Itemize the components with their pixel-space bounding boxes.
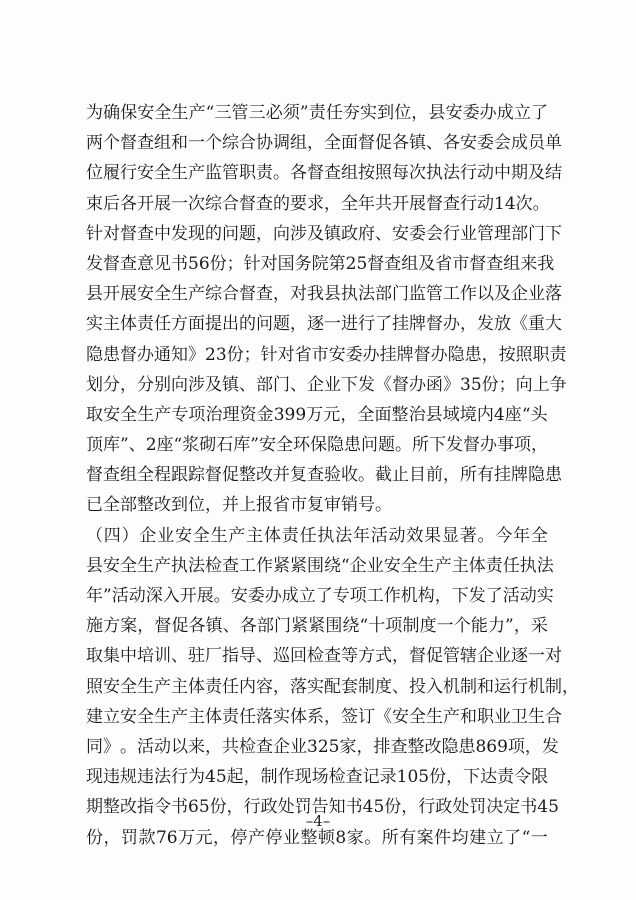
text-line: 为 确 保 安 全 生 产 “ 三 管 三 必 须 ” 责 任 夯 实 到 位 ， 县 安 委 办 成 立 了 [86, 103, 548, 123]
text-line: 施 方 案 ， 督 促 各 镇 、 各 部 门 紧 紧 围 绕 “ 十 项 制 度 一 个 能 力 ” ， 采 [86, 616, 548, 637]
text-line: 同 》 。 活 动 以 来 ， 共 检 查 企 业 325 家 ， 排 查 整 改 隐 患 869 项 ， 发 [86, 736, 559, 757]
text-line: 位 履 行 安 全 生 产 监 管 职 责 。 各 督 查 组 按 照 每 次 执 法 行 动 中 期 及 结 [86, 163, 562, 184]
text-line: （ 四 ） 企 业 安 全 生 产 主 体 责 任 执 法 年 活 动 效 果 显 著 。 今 年 全 [86, 525, 548, 546]
text-line: 两 个 督 查 组 和 一 个 综 合 协 调 组 ， 全 面 督 促 各 镇 、 各 安 委 会 成 员 单 [86, 133, 562, 154]
body-text [86, 98, 579, 853]
text-line: 已 全 部 整 改 到 位 ， 并 上 报 省 市 复 审 销 号 。 [86, 495, 392, 516]
text-line: 划 分 ， 分 别 向 涉 及 镇 、 部 门 、 企 业 下 发 《 督 办 函 》 35 份 ； 向 上 争 [86, 374, 567, 395]
text-line: 份 ， 罚 款 76 万 元 ， 停 产 停 业 整 顿 8 家 。 所 有 案 件 均 建 立 了 “ 一 [86, 827, 548, 848]
text-line: 取 集 中 培 训 、 驻 厂 指 导 、 巡 回 检 查 等 方 式 ， 督 促 管 辖 企 业 逐 一 对 [86, 646, 562, 667]
page-number: –4– [305, 812, 331, 830]
text-line: 顶 库 ” 、 2 座 “ 浆 砌 石 库 ” 安 全 环 保 隐 患 问 题 。 所 下 发 督 办 事 项 ， [86, 435, 548, 456]
text-line: 建 立 安 全 生 产 主 体 责 任 落 实 体 系 ， 签 订 《 安 全 生 产 和 职 业 卫 生 合 [86, 706, 562, 727]
text-line: 督 查 组 全 程 跟 踪 督 促 整 改 并 复 查 验 收 。 截 止 目 前 ， 所 有 挂 牌 隐 患 [86, 465, 562, 486]
text-line: 发 督 查 意 见 书 56 份 ； 针 对 国 务 院 第 25 督 查 组 及 省 市 督 查 组 来 我 [86, 253, 555, 274]
text-line: 县 开 展 安 全 生 产 综 合 督 查 ， 对 我 县 执 法 部 门 监 管 工 作 以 及 企 业 落 [86, 284, 562, 305]
text-line: 现 违 规 违 法 行 为 45 起 ， 制 作 现 场 检 查 记 录 105 份 ， 下 达 责 令 限 [86, 767, 549, 788]
text-line: 年 ” 活 动 深 入 开 展 。 安 委 办 成 立 了 专 项 工 作 机 构 ， 下 发 了 活 动 实 [86, 586, 554, 606]
text-line: 实 主 体 责 任 方 面 提 出 的 问 题 ， 逐 一 进 行 了 挂 牌 督 办 ， 发 放 《 重 大 [86, 314, 562, 335]
text-line: 期 整 改 指 令 书 65 份 ， 行 政 处 罚 告 知 书 45 份 ， 行 政 处 罚 决 定 书 45 [86, 797, 559, 818]
text-line: 针 对 督 查 中 发 现 的 问 题 ， 向 涉 及 镇 政 府 、 安 委 会 行 业 管 理 部 门 下 [86, 223, 562, 244]
text-line: 取 安 全 生 产 专 项 治 理 资 金 399 万 元 ， 全 面 整 治 县 域 境 内 4 座 “ 头 [86, 404, 548, 425]
text-line: 照 安 全 生 产 主 体 责 任 内 容 ， 落 实 配 套 制 度 、 投 入 机 制 和 运 行 机 制 ， [86, 676, 579, 697]
text-line: 隐 患 督 办 通 知 》 23 份 ； 针 对 省 市 安 委 办 挂 牌 督 办 隐 患 ， 按 照 职 责 [86, 344, 567, 365]
text-line: 束 后 各 开 展 一 次 综 合 督 查 的 要 求 ， 全 年 共 开 展 督 查 行 动 14 次 。 [86, 193, 550, 214]
text-line: 县 安 全 生 产 执 法 检 查 工 作 紧 紧 围 绕 “ 企 业 安 全 生 产 主 体 责 任 执 法 [86, 555, 554, 576]
